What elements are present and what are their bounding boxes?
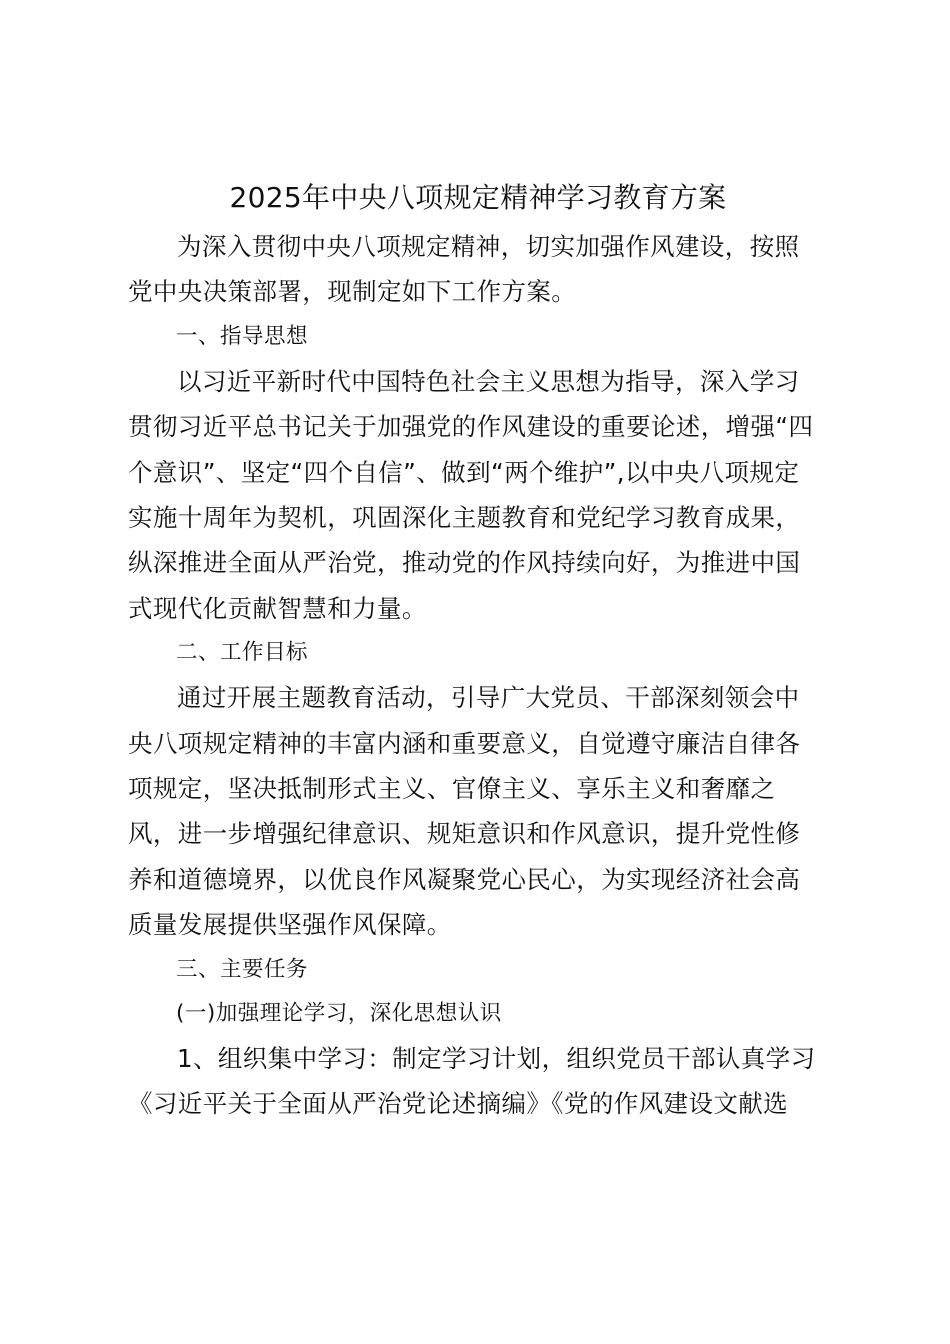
text-line: 质量发展提供坚强作风保障。 [128, 910, 452, 940]
text-line: 1、组织集中学习：制定学习计划，组织党员干部认真学习 [177, 1043, 816, 1073]
collective-study-paragraph [128, 1036, 828, 1127]
text-line: 风，进一步增强纪律意识、规矩意识和作风意识，提升党性修 [128, 819, 801, 849]
text-line: 贯彻习近平总书记关于加强党的作风建设的重要论述，增强“四 [128, 412, 814, 442]
text-line: 通过开展主题教育活动，引导广大党员、干部深刻领会中 [177, 683, 800, 713]
text-line: 个意识”、坚定“四个自信”、做到“两个维护”,以中央八项规定 [128, 457, 800, 487]
section-heading-guiding-thought: 一、指导思想 [176, 323, 309, 349]
text-line: 纵深推进全面从严治党，推动党的作风持续向好，为推进中国 [128, 548, 801, 578]
section-heading-main-tasks: 三、主要任务 [176, 956, 309, 982]
section-heading-work-goals: 二、工作目标 [176, 640, 309, 666]
intro-paragraph [128, 224, 828, 315]
text-line: 央八项规定精神的丰富内涵和重要意义，自觉遵守廉洁自律各 [128, 728, 801, 758]
text-line: 为深入贯彻中央八项规定精神，切实加强作风建设，按照 [177, 232, 800, 261]
text-line: 项规定，坚决抵制形式主义、官僚主义、享乐主义和奢靡之 [128, 774, 776, 804]
subsection-heading-theory-study: (一)加强理论学习，深化思想认识 [176, 1000, 502, 1026]
document-body [128, 174, 828, 1127]
text-line: 党中央决策部署，现制定如下工作方案。 [128, 277, 577, 307]
text-line: 养和道德境界，以优良作风凝聚党心民心，为实现经济社会高 [128, 864, 801, 894]
text-line: 以习近平新时代中国特色社会主义思想为指导，深入学习 [177, 366, 800, 396]
guiding-thought-paragraph [128, 359, 828, 631]
work-goals-paragraph [128, 675, 828, 947]
text-line: 式现代化贡献智慧和力量。 [128, 593, 427, 623]
text-line: 实施十周年为契机，巩固深化主题教育和党纪学习教育成果， [128, 503, 801, 533]
text-line: 《习近平关于全面从严治党论述摘编》《党的作风建设文献选 [128, 1089, 789, 1119]
document-title: 2025年中央八项规定精神学习教育方案 [229, 181, 727, 214]
